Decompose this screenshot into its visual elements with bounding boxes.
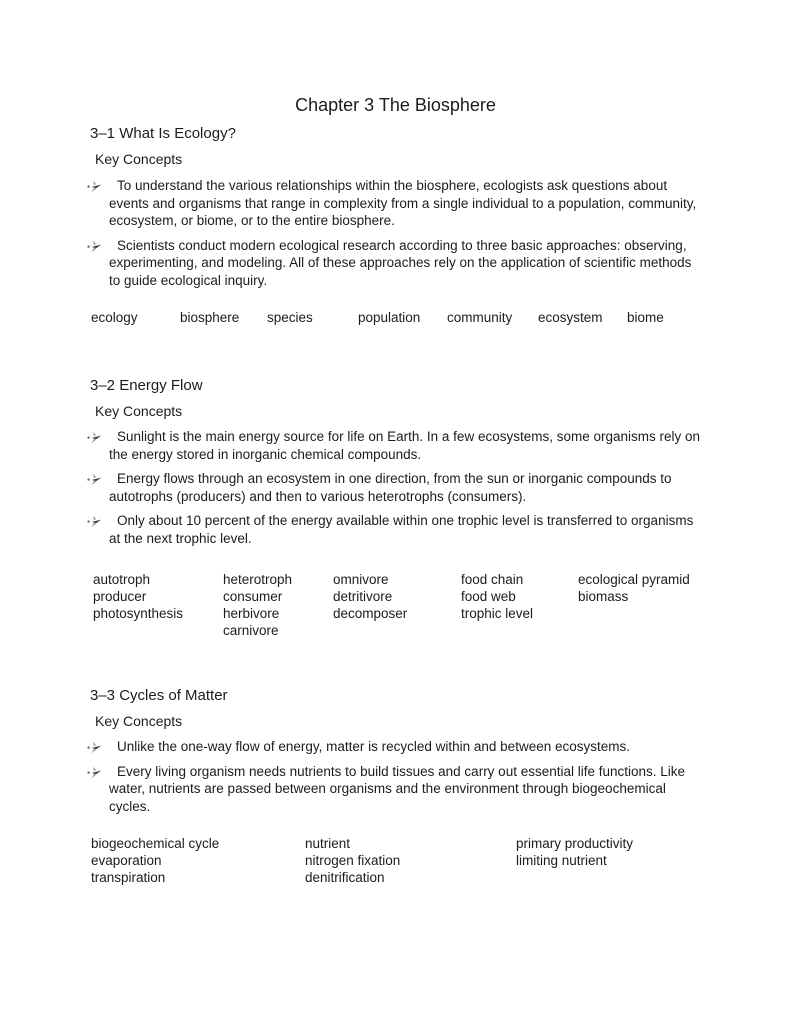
vocabulary-term: biosphere xyxy=(180,310,240,325)
key-concept-item xyxy=(109,428,705,463)
vocabulary-column xyxy=(333,571,461,622)
vocabulary-term: producer xyxy=(93,589,147,604)
key-concept-item xyxy=(109,470,705,505)
page-title: Chapter 3 The Biosphere xyxy=(295,95,496,115)
vocabulary-term: limiting nutrient xyxy=(516,853,607,868)
vocabulary-term: autotroph xyxy=(93,572,151,587)
section-heading: 3–3 Cycles of Matter xyxy=(90,687,228,704)
vocabulary-term: food web xyxy=(461,589,516,604)
vocabulary-column xyxy=(223,571,333,639)
section-what-is-ecology xyxy=(0,124,791,326)
key-concept-text: To understand the various relationships within the biosphere, ecologists ask questions about events and organisms that range in complexity from a single individual to a population, community, ecosystem, or biome, or to the entire biosphere. xyxy=(109,178,697,228)
vocabulary-term: detritivore xyxy=(333,589,393,604)
dragonfly-bullet-icon xyxy=(87,240,102,253)
vocabulary-grid xyxy=(91,835,791,886)
key-concept-item xyxy=(109,738,705,756)
dragonfly-bullet-icon xyxy=(87,431,102,444)
vocabulary-column xyxy=(516,835,633,869)
vocabulary-term: biogeochemical cycle xyxy=(91,836,220,851)
dragonfly-bullet-icon xyxy=(87,741,102,754)
vocabulary-term: evaporation xyxy=(91,853,162,868)
vocabulary-term: consumer xyxy=(223,589,283,604)
section-energy-flow xyxy=(0,376,791,639)
key-concepts-label: Key Concepts xyxy=(95,403,183,419)
key-concept-item xyxy=(109,512,705,547)
section-heading: 3–1 What Is Ecology? xyxy=(90,125,236,142)
vocabulary-term: photosynthesis xyxy=(93,606,184,621)
dragonfly-bullet-icon xyxy=(87,473,102,486)
vocabulary-term: carnivore xyxy=(223,623,279,638)
vocabulary-column xyxy=(91,835,305,886)
key-concepts-label: Key Concepts xyxy=(95,713,183,729)
vocabulary-term: nitrogen fixation xyxy=(305,853,401,868)
vocabulary-term: ecological pyramid xyxy=(578,572,690,587)
dragonfly-bullet-icon xyxy=(87,515,102,528)
vocabulary-grid xyxy=(93,571,791,639)
dragonfly-bullet-icon xyxy=(87,766,102,779)
vocabulary-term: denitrification xyxy=(305,870,385,885)
key-concept-item xyxy=(109,763,705,816)
vocabulary-term: community xyxy=(447,310,513,325)
key-concept-text: Unlike the one-way flow of energy, matter is recycled within and between ecosystems. xyxy=(117,739,630,754)
vocabulary-term: primary productivity xyxy=(516,836,634,851)
vocabulary-list xyxy=(91,309,791,326)
section-heading: 3–2 Energy Flow xyxy=(90,377,203,394)
vocabulary-term: herbivore xyxy=(223,606,280,621)
vocabulary-column xyxy=(305,835,516,886)
vocabulary-term: biomass xyxy=(578,589,629,604)
dragonfly-bullet-icon xyxy=(87,180,102,193)
vocabulary-column xyxy=(461,571,578,622)
vocabulary-column xyxy=(93,571,223,622)
vocabulary-term: species xyxy=(267,310,313,325)
vocabulary-term: population xyxy=(358,310,421,325)
section-cycles-of-matter xyxy=(0,686,791,886)
key-concept-item xyxy=(109,177,705,230)
vocabulary-term: decomposer xyxy=(333,606,408,621)
vocabulary-term: omnivore xyxy=(333,572,389,587)
key-concept-text: Energy flows through an ecosystem in one direction, from the sun or inorganic compounds to autotrophs (producers) and then to various heterotrophs (consumers). xyxy=(109,471,672,504)
vocabulary-term: nutrient xyxy=(305,836,351,851)
key-concept-text: Scientists conduct modern ecological research according to three basic approaches: observing, experimenting, and modeling. All of these approaches rely on the application of scientific methods to guide ecological inquiry. xyxy=(109,237,692,288)
vocabulary-term: biome xyxy=(627,310,664,325)
vocabulary-term: trophic level xyxy=(461,606,534,621)
vocabulary-term: heterotroph xyxy=(223,572,293,587)
key-concept-text: Sunlight is the main energy source for life on Earth. In a few ecosystems, some organisms rely on the energy stored in inorganic chemical compounds. xyxy=(109,429,701,462)
vocabulary-term: transpiration xyxy=(91,870,166,885)
vocabulary-term: ecology xyxy=(91,310,138,325)
key-concept-text: Only about 10 percent of the energy available within one trophic level is transferred to organisms at the next trophic level. xyxy=(109,513,694,546)
vocabulary-column xyxy=(578,571,690,605)
key-concept-item xyxy=(109,237,705,290)
key-concept-text: Every living organism needs nutrients to build tissues and carry out essential life functions. Like water, nutrients are passed between organisms and the environment through biogeochemical cycles. xyxy=(109,763,686,814)
vocabulary-term: ecosystem xyxy=(538,310,603,325)
vocabulary-term: food chain xyxy=(461,572,524,587)
key-concepts-label: Key Concepts xyxy=(95,151,183,167)
